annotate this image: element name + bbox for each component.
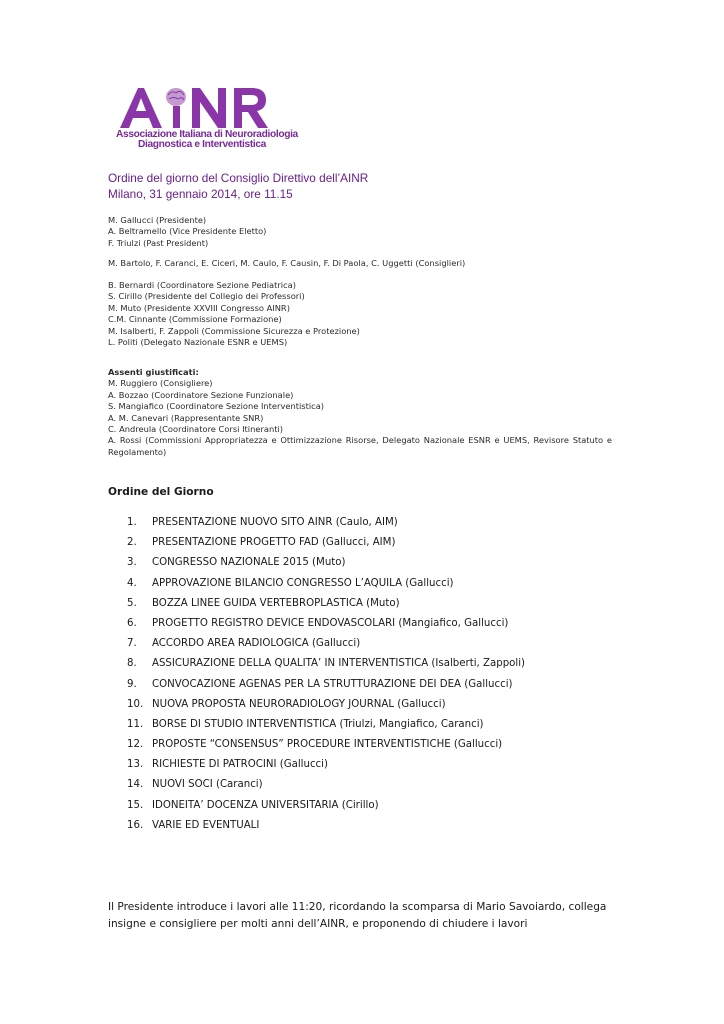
absent-item: C. Andreula (Coordinatore Corsi Itineranti) (108, 424, 284, 435)
agenda-item (127, 818, 525, 838)
coordinator-item: M. Muto (Presidente XXVIII Congresso AINR) (108, 302, 290, 313)
agenda-text: APPROVAZIONE BILANCIO CONGRESSO L’AQUILA (Gallucci) (152, 577, 454, 589)
agenda-text: PRESENTAZIONE NUOVO SITO AINR (Caulo, AIM) (152, 517, 398, 528)
agenda-text: ACCORDO AREA RADIOLOGICA (Gallucci) (152, 638, 361, 650)
coordinator-item: L. Politi (Delegato Nazionale ESNR e UEMS) (108, 337, 288, 348)
agenda-number: 13. (127, 759, 144, 771)
agenda-text: BOZZA LINEE GUIDA VERTEBROPLASTICA (Muto) (152, 597, 400, 609)
agenda-text: IDONEITA’ DOCENZA UNIVERSITARIA (Cirillo) (152, 799, 379, 811)
agenda-text: NUOVA PROPOSTA NEURORADIOLOGY JOURNAL (Gallucci) (152, 698, 446, 710)
agenda-item (127, 636, 525, 656)
agenda-item (127, 596, 525, 616)
agenda-number: 2. (127, 537, 137, 549)
absent-item: A. Bozzao (Coordinatore Sezione Funzionale) (108, 389, 294, 400)
agenda-number: 1. (127, 517, 137, 528)
logo-line-2: Diagnostica e Interventistica (138, 139, 266, 150)
agenda-text: NUOVI SOCI (Caranci) (152, 779, 263, 791)
agenda-item (127, 777, 525, 797)
absent-item: M. Ruggiero (Consigliere) (108, 378, 213, 389)
agenda-number: 7. (127, 638, 137, 650)
ainr-logo-mark (108, 84, 288, 130)
logo-acronym: AINR (108, 84, 111, 85)
agenda-number: 14. (127, 779, 144, 791)
agenda-number: 12. (127, 739, 144, 751)
agenda-item (127, 737, 525, 757)
agenda-text: RICHIESTE DI PATROCINI (Gallucci) (152, 759, 328, 771)
absent-heading: Assenti giustificati: (108, 367, 199, 377)
presidency-item: A. Beltramello (Vice Presidente Eletto) (108, 226, 267, 237)
agenda-number: 8. (127, 658, 137, 670)
agenda-number: 3. (127, 557, 137, 569)
absent-section (108, 367, 612, 458)
agenda-item (127, 616, 525, 636)
agenda-number: 10. (127, 698, 144, 710)
presidency-item: F. Triulzi (Past President) (108, 237, 209, 248)
agenda-number: 4. (127, 577, 137, 589)
agenda-number: 15. (127, 799, 144, 811)
title-line-2: Milano, 31 gennaio 2014, ore 11.15 (108, 187, 293, 201)
councillors (108, 258, 465, 269)
agenda-item (127, 677, 525, 697)
agenda-text: PRESENTAZIONE PROGETTO FAD (Gallucci, AIM) (152, 537, 396, 549)
title-line-1: Ordine del giorno del Consiglio Direttivo dell’AINR (108, 171, 369, 185)
agenda-item (127, 656, 525, 676)
agenda-item (127, 697, 525, 717)
agenda-text: PROPOSTE “CONSENSUS” PROCEDURE INTERVENTISTICHE (Gallucci) (152, 739, 503, 751)
absent-item: S. Mangiafico (Coordinatore Sezione Interventistica) (108, 401, 325, 412)
agenda-number: 5. (127, 597, 137, 609)
agenda-item (127, 717, 525, 737)
agenda-item (127, 576, 525, 596)
agenda-text: PROGETTO REGISTRO DEVICE ENDOVASCOLARI (Mangiafico, Gallucci) (152, 617, 509, 629)
councillors-line: M. Bartolo, F. Caranci, E. Ciceri, M. Caulo, F. Causin, F. Di Paola, C. Uggetti (Consiglieri) (108, 258, 466, 268)
agenda-text: CONGRESSO NAZIONALE 2015 (Muto) (152, 557, 346, 569)
agenda-number: 16. (127, 819, 144, 831)
coordinator-item: B. Bernardi (Coordinatore Sezione Pediatrica) (108, 280, 296, 290)
agenda-number: 6. (127, 617, 137, 629)
presidency-list (108, 215, 266, 249)
agenda-heading: Ordine del Giorno (108, 486, 214, 498)
agenda-text: BORSE DI STUDIO INTERVENTISTICA (Triulzi, Mangiafico, Caranci) (152, 718, 484, 730)
coordinator-item: M. Isalberti, F. Zappoli (Commissione Sicurezza e Protezione) (108, 325, 360, 336)
agenda-text: CONVOCAZIONE AGENAS PER LA STRUTTURAZIONE DEI DEA (Gallucci) (152, 678, 513, 690)
coordinator-item: S. Cirillo (Presidente del Collegio dei Professori) (108, 291, 305, 302)
agenda-number: 11. (127, 718, 144, 730)
closing-paragraph: Il Presidente introduce i lavori alle 11:20, ricordando la scomparsa di Mario Savoiardo, collega insigne e consigliere per molti anni dell’AINR, e proponendo di chiudere i lavori (108, 901, 607, 930)
agenda-item (127, 515, 525, 535)
logo-line-1: Associazione Italiana di Neuroradiologia (116, 129, 298, 140)
presidency-item: M. Gallucci (Presidente) (108, 215, 207, 225)
coordinators-list (108, 280, 360, 348)
meeting-title (108, 170, 368, 202)
agenda-item (127, 757, 525, 777)
absent-item: A. Rossi (Commissioni Appropriatezza e Ottimizzazione Risorse, Delegato Nazionale ESNR e UEMS, Revisore Statuto e Regolamento) (108, 435, 612, 457)
agenda-list (127, 515, 525, 838)
ainr-logo (108, 84, 298, 154)
agenda-text: VARIE ED EVENTUALI (152, 819, 260, 831)
agenda-item (127, 535, 525, 555)
agenda-item (127, 798, 525, 818)
coordinator-item: C.M. Cinnante (Commissione Formazione) (108, 314, 282, 325)
agenda-item (127, 555, 525, 575)
absent-item: A. M. Canevari (Rappresentante SNR) (108, 412, 264, 423)
agenda-number: 9. (127, 678, 137, 690)
agenda-text: ASSICURAZIONE DELLA QUALITA’ IN INTERVENTISTICA (Isalberti, Zappoli) (152, 658, 526, 670)
